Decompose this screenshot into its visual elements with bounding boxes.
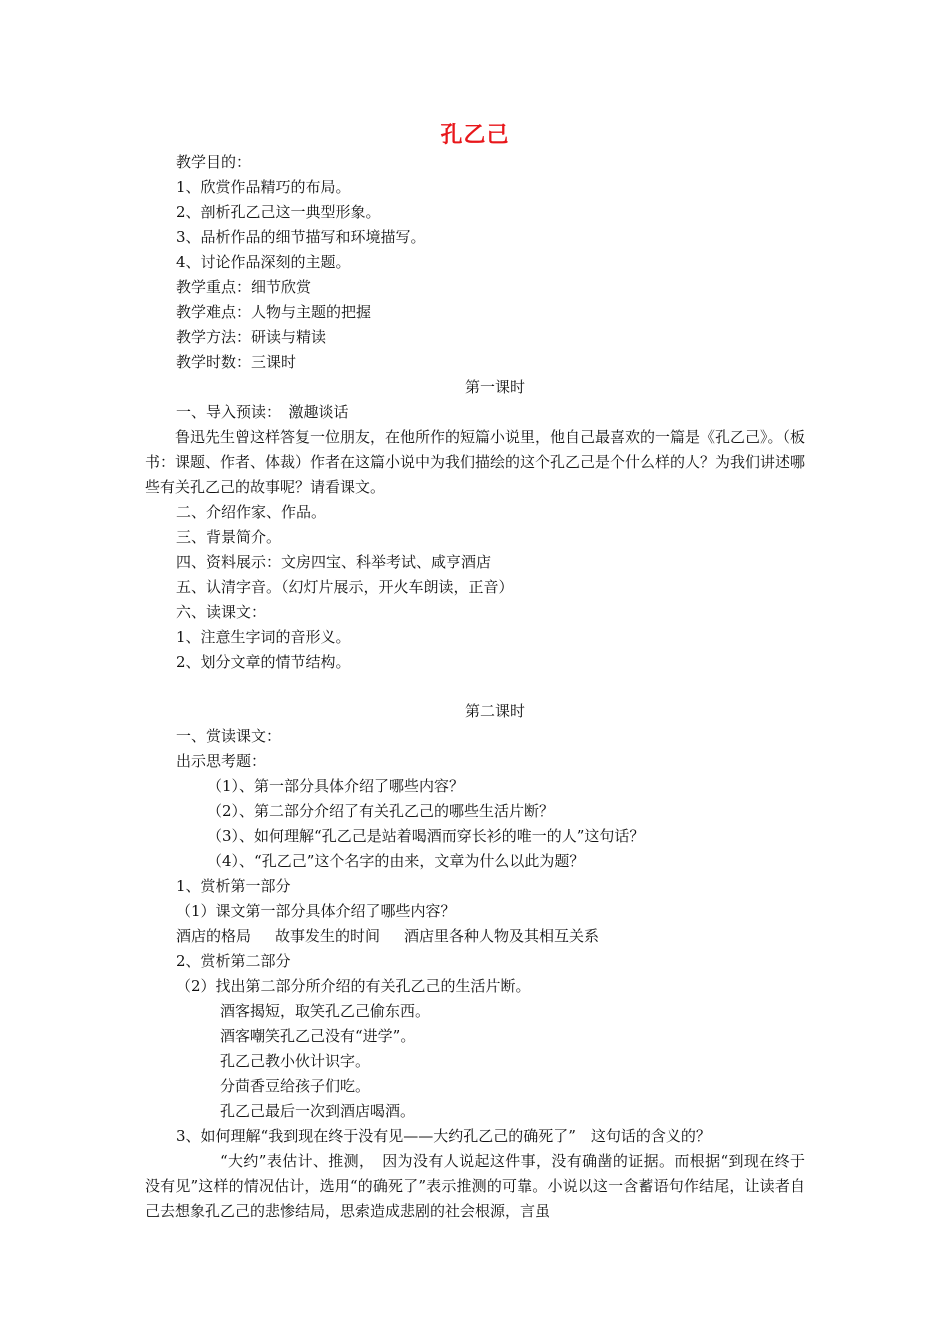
lesson1-step: 四、资料展示：文房四宝、科举考试、咸亨酒店 — [176, 553, 492, 571]
part1-heading: 1、赏析第一部分 — [176, 877, 291, 895]
question-item: （4）、“孔乙己”这个名字的由来，文章为什么以此为题？ — [207, 852, 585, 870]
lesson1-step: 五、认清字音。（幻灯片展示，开火车朗读，正音） — [176, 578, 514, 596]
question-item: （1）、第一部分具体介绍了哪些内容？ — [207, 777, 465, 795]
lesson1-step: 三、背景简介。 — [176, 528, 282, 546]
fragment-item: 孔乙己教小伙计识字。 — [220, 1052, 371, 1070]
teaching-focus: 教学重点：细节欣赏 — [176, 278, 312, 296]
teaching-method: 教学方法：研读与精读 — [176, 328, 327, 346]
part3-question: 3、如何理解“我到现在终于没有见——大约孔乙己的确死了” 这句话的含义的？ — [176, 1127, 711, 1145]
part1-question: （1）课文第一部分具体介绍了哪些内容？ — [176, 902, 456, 920]
objective-item: 3、品析作品的细节描写和环境描写。 — [176, 228, 426, 246]
answer-item: 酒店里各种人物及其相互关系 — [404, 927, 600, 945]
lesson1-step: 2、划分文章的情节结构。 — [176, 653, 351, 671]
objectives-heading: 教学目的： — [176, 153, 252, 171]
lesson1-step: 1、注意生字词的音形义。 — [176, 628, 351, 646]
lesson1-step: 二、介绍作家、作品。 — [176, 503, 327, 521]
questions-heading: 出示思考题： — [176, 752, 267, 770]
part2-question: （2）找出第二部分所介绍的有关孔乙己的生活片断。 — [176, 977, 531, 995]
objective-item: 2、剖析孔乙己这一典型形象。 — [176, 203, 381, 221]
part1-answers — [176, 926, 599, 946]
teaching-hours: 教学时数：三课时 — [176, 353, 297, 371]
part2-heading: 2、赏析第二部分 — [176, 952, 291, 970]
page-title: 孔乙己 — [440, 123, 510, 148]
lesson1-heading: 第一课时 — [464, 378, 525, 396]
fragment-item: 孔乙己最后一次到酒店喝酒。 — [220, 1102, 416, 1120]
lesson2-read: 一、赏读课文： — [176, 727, 282, 745]
fragment-item: 分茴香豆给孩子们吃。 — [220, 1077, 371, 1095]
fragment-item: 酒客揭短，取笑孔乙己偷东西。 — [220, 1002, 431, 1020]
question-item: （3）、如何理解“孔乙己是站着喝酒而穿长衫的唯一的人”这句话？ — [207, 827, 645, 845]
answer-item: 故事发生的时间 — [275, 927, 381, 945]
lesson1-paragraph: 鲁迅先生曾这样答复一位朋友，在他所作的短篇小说里，他自己最喜欢的一篇是《孔乙己》。（板书：课题、作者、体裁）作者在这篇小说中为我们描绘的这个孔乙己是个什么样的人？为我们讲述哪些有关孔乙己的故事呢？请看课文。 — [145, 428, 806, 496]
lesson1-step: 六、读课文： — [176, 603, 267, 621]
part3-paragraph: “大约”表估计、推测， 因为没有人说起这件事，没有确凿的证据。而根据“到现在终于没有见”这样的情况估计，选用“的确死了”表示推测的可靠。小说以这一含蓄语句作结尾，让读者自己去想象孔乙己的悲惨结局，思索造成悲剧的社会根源，言虽 — [145, 1152, 805, 1220]
lesson1-intro: 一、导入预读： 激趣谈话 — [176, 403, 349, 421]
objective-item: 1、欣赏作品精巧的布局。 — [176, 178, 351, 196]
fragment-item: 酒客嘲笑孔乙己没有“进学”。 — [220, 1027, 416, 1045]
lesson2-heading: 第二课时 — [464, 702, 525, 720]
answer-item: 酒店的格局 — [176, 927, 252, 945]
objective-item: 4、讨论作品深刻的主题。 — [176, 253, 351, 271]
question-item: （2）、第二部分介绍了有关孔乙己的哪些生活片断？ — [207, 802, 555, 820]
teaching-difficulty: 教学难点：人物与主题的把握 — [176, 303, 372, 321]
